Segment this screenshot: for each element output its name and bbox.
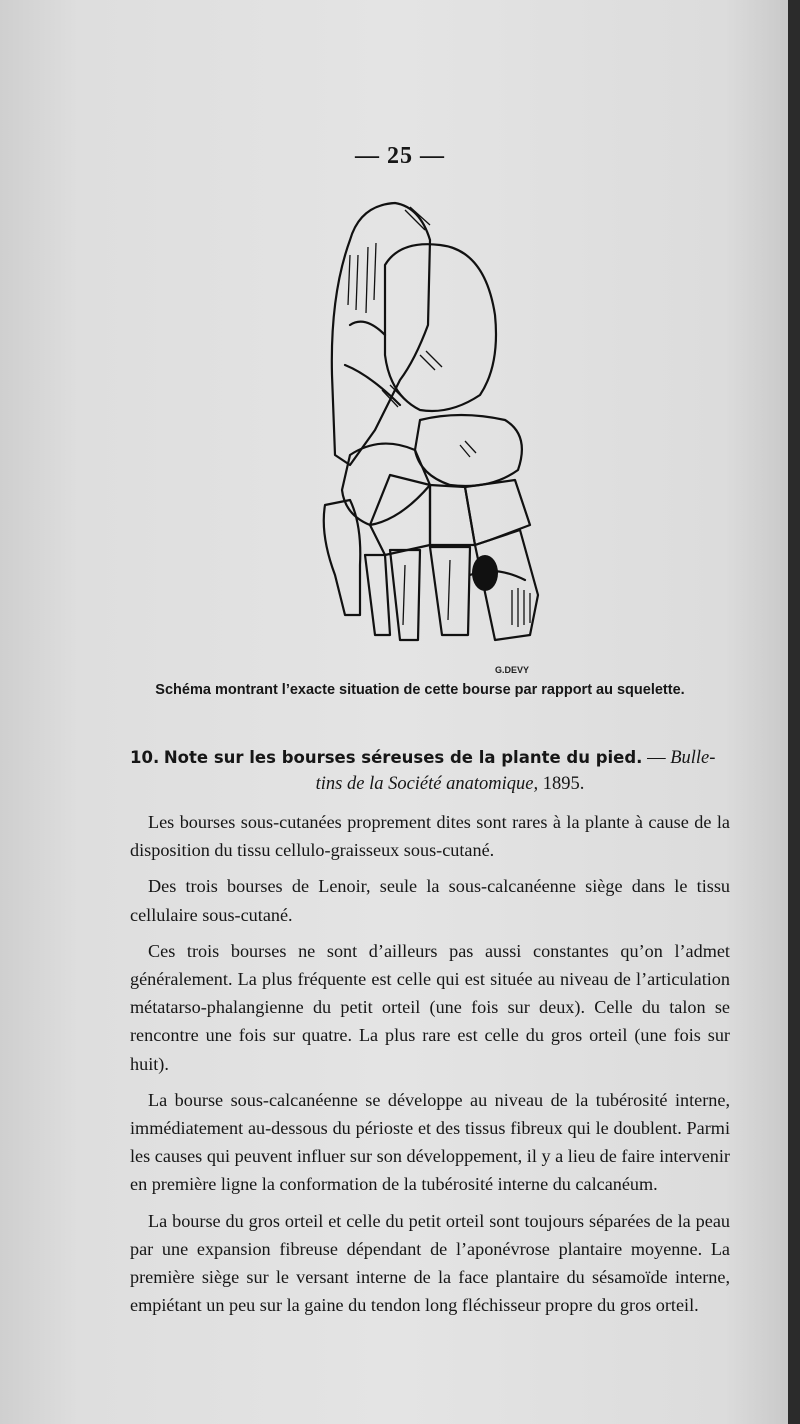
figure-caption: Schéma montrant l’exacte situation de cette bourse par rapport au squelette. bbox=[155, 682, 685, 698]
section-heading bbox=[130, 745, 730, 797]
body-text bbox=[130, 808, 730, 1327]
section-number: 10. bbox=[130, 748, 160, 767]
paragraph-3: Ces trois bourses ne sont d’ailleurs pas aussi constantes qu’on l’admet généralement. La plus fréquente est celle qui est située au niveau de l’articulation métatarso-phalangienne du petit orteil (une fois sur deux). Celle du talon se rencontre une fois sur quatre. La plus rare est celle du gros orteil (une fois sur huit). bbox=[130, 940, 730, 1074]
section-source-part1: Bulle- bbox=[670, 748, 716, 768]
paragraph-5: La bourse du gros orteil et celle du petit orteil sont toujours séparées de la peau par une expansion fibreuse dépendant de l’aponévrose plantaire moyenne. La première siège sur le versant interne de la face plantaire du sésamoïde interne, empiétant un peu sur la gaine du tendon long fléchisseur propre du gros orteil. bbox=[130, 1210, 730, 1316]
section-year: 1895. bbox=[538, 774, 585, 794]
section-heading-line2 bbox=[130, 771, 730, 797]
artist-signature: G.DEVY bbox=[495, 665, 530, 675]
bursa-spot bbox=[472, 555, 498, 591]
section-source-part2: tins de la Société anatomique, bbox=[315, 774, 539, 794]
section-title: Note sur les bourses séreuses de la plante du pied. bbox=[163, 748, 643, 767]
foot-bones-illustration bbox=[290, 195, 550, 685]
foot-skeleton-figure bbox=[290, 195, 550, 685]
paragraph-4: La bourse sous-calcanéenne se développe au niveau de la tubérosité interne, immédiatement au-dessous du périoste et des tissus fibreux qui le doublent. Parmi les causes qui peuvent influer sur son développement, il y a lieu de faire intervenir en première ligne la conformation de la tubérosité interne du calcanéum. bbox=[130, 1089, 730, 1195]
paragraph-2: Des trois bourses de Lenoir, seule la sous-calcanéenne siège dans le tissu cellulaire sous-cutané. bbox=[130, 876, 730, 925]
section-dash: — bbox=[642, 748, 671, 768]
paragraph-1: Les bourses sous-cutanées proprement dites sont rares à la plante à cause de la disposition du tissu cellulo-graisseux sous-cutané. bbox=[130, 812, 730, 861]
page-number: — 25 — bbox=[355, 143, 445, 169]
